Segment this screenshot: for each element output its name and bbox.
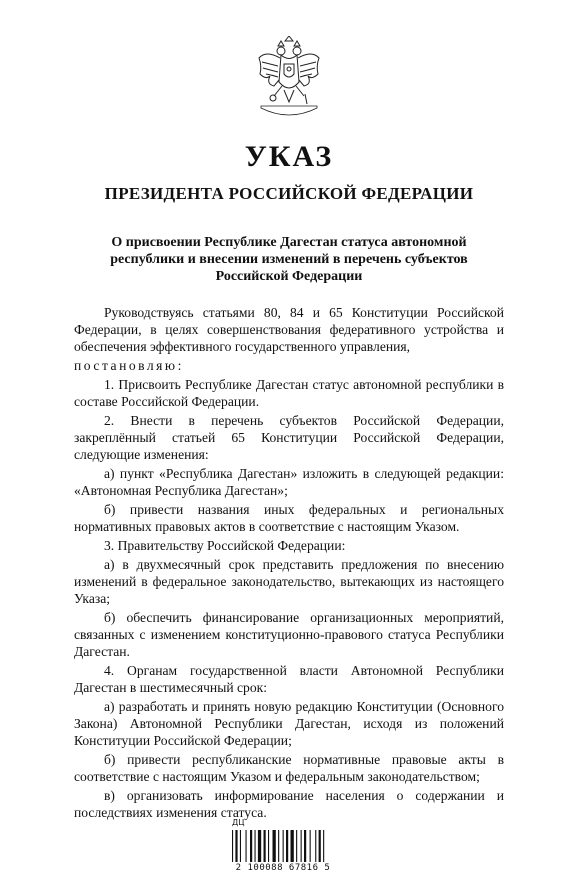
barcode-bar <box>246 830 247 862</box>
barcode <box>228 820 338 878</box>
barcode-bars <box>232 830 332 862</box>
clause-paragraph: 2. Внести в перечень субъектов Российской Федерации, закреплённый статьей 65 Конституции Российской Федерации, следующие изменения: <box>74 413 504 462</box>
barcode-bar <box>323 830 324 862</box>
subclause-paragraph: в) организовать информирование населения о содержании и последствиях изменения статуса. <box>74 788 504 820</box>
barcode-bar <box>319 830 321 862</box>
subclause-paragraph: б) привести республиканские нормативные правовые акты в соответствие с настоящим Указом и федеральным законодательством; <box>74 752 504 784</box>
barcode-bar <box>278 830 279 862</box>
barcode-bar <box>283 830 284 862</box>
barcode-bar <box>258 830 261 862</box>
barcode-bar <box>268 830 269 862</box>
document-title: УКАЗ <box>244 140 334 173</box>
document-subtitle: ПРЕЗИДЕНТА РОССИЙСКОЙ ФЕДЕРАЦИИ <box>104 184 474 203</box>
clause-paragraph: 4. Органам государственной власти Автономной Республики Дагестан в шестимесячный срок: <box>74 663 504 695</box>
clause-paragraph: 3. Правительству Российской Федерации: <box>104 538 346 553</box>
barcode-bar <box>315 830 316 862</box>
barcode-bar <box>296 830 297 862</box>
subclause-paragraph: а) разработать и принять новую редакцию Конституции (Основного Закона) Автономной Республики Дагестан, исходя из положений Конституции Российской Федерации; <box>74 699 504 748</box>
barcode-bar <box>310 830 311 862</box>
barcode-bar <box>250 830 252 862</box>
decree-body <box>74 304 504 821</box>
barcode-bar <box>301 830 302 862</box>
heading-line: О присвоении Республике Дагестан статуса автономной <box>111 235 467 250</box>
barcode-bar <box>286 830 288 862</box>
subclause-paragraph: б) привести названия иных федеральных и региональных нормативных правовых актов в соответствие с настоящим Указом. <box>74 502 504 534</box>
heading-line: Российской Федерации <box>215 269 363 284</box>
barcode-bar <box>255 830 256 862</box>
barcode-bar <box>235 830 237 862</box>
barcode-number: 2 100088 67816 5 <box>235 863 331 873</box>
heading-line: республики и внесении изменений в перечень субъектов <box>110 252 468 267</box>
subclause-paragraph: б) обеспечить финансирование организационных мероприятий, связанных с изменением конституционно-правового статуса Республики Дагестан. <box>74 610 504 659</box>
barcode-bar <box>291 830 294 862</box>
barcode-bar <box>304 830 306 862</box>
clause-paragraph: 1. Присвоить Республике Дагестан статус автономной республики в составе Российской Федерации. <box>74 377 504 409</box>
decree-word: постановляю: <box>74 358 184 373</box>
decree-heading <box>60 234 518 285</box>
barcode-mark: ДЦ <box>232 818 245 827</box>
subclause-paragraph: а) пункт «Республика Дагестан» изложить в следующей редакции: «Автономная Республика Дагестан»; <box>74 466 504 498</box>
subclause-paragraph: а) в двухмесячный срок представить предложения по внесению изменений в федеральное законодательство, вытекающих из настоящего Указа; <box>74 557 504 606</box>
double-headed-eagle-icon <box>256 36 322 122</box>
barcode-bar <box>273 830 276 862</box>
barcode-bar <box>264 830 266 862</box>
barcode-bar <box>240 830 241 862</box>
barcode-bar <box>232 830 233 862</box>
preamble-paragraph: Руководствуясь статьями 80, 84 и 65 Конституции Российской Федерации, в целях совершенствования федеративного устройства и обеспечения эффективного государственного управления, <box>74 305 504 354</box>
